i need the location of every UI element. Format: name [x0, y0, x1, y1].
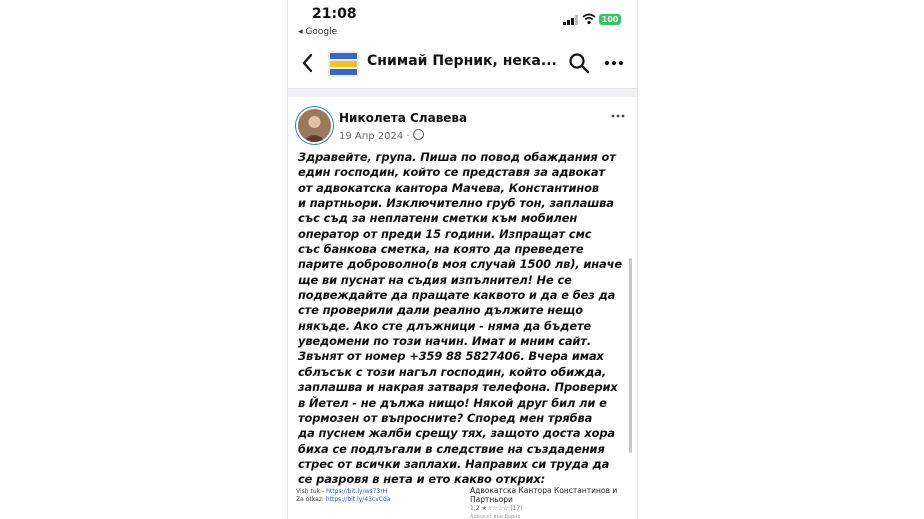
more-icon[interactable]	[603, 52, 625, 74]
attached-listing-preview	[470, 486, 630, 519]
post-text-line: се разровя в нета и ето какво открих:	[298, 472, 546, 487]
group-header	[288, 40, 637, 89]
post-text-line: със съд за неплатени сметки към мобилен	[298, 211, 578, 226]
post-text-line: със банкова сметка, на която да преведете	[298, 242, 584, 257]
sms-link[interactable]: https://bit.ly/43cvCda	[325, 496, 391, 503]
post-text-line: сте проверили дали реално дължите нещо	[298, 303, 583, 318]
attached-sms-preview	[296, 488, 406, 504]
post-text-line: в Йетел - не дължа нищо! Някой друг бил ли е	[298, 395, 607, 410]
post-text-line: оператор от преди 15 години. Изпращат смс	[298, 226, 592, 241]
search-icon[interactable]	[568, 52, 590, 74]
post-date	[339, 129, 424, 142]
post-text-line: да пуснем жалби срещу тях, защото доста хора	[298, 426, 615, 441]
battery-icon: 100	[599, 14, 621, 25]
phone-screen	[288, 0, 637, 519]
listing-title: Адвокатска Кантора Константинов и Партньори	[470, 486, 618, 504]
post-text-line: един господин, който се представя за адвокат	[298, 165, 605, 180]
sms-label: Za otkaz:	[296, 496, 326, 503]
sms-link[interactable]: https://bit.ly/ws73rH	[326, 488, 388, 495]
group-avatar[interactable]	[328, 51, 359, 77]
back-to-google-link[interactable]: ◂ Google	[298, 27, 338, 37]
post-text-line: тормозен от въпросните? Според мен трябва	[298, 410, 593, 425]
globe-icon	[413, 129, 424, 140]
scrollbar[interactable]	[629, 258, 632, 453]
post-text	[298, 150, 626, 488]
feed-separator	[288, 89, 637, 97]
listing-category: Адвокат във Варна	[470, 514, 521, 519]
post-date-text: 19 Апр 2024 ·	[339, 131, 410, 142]
listing-rating: 1,2 ★☆☆☆☆ (17)	[470, 505, 523, 512]
attached-screenshot[interactable]	[288, 484, 637, 519]
author-name[interactable]: Николета Славева	[339, 111, 468, 125]
post-text-line: Здравейте, група. Пиша по повод обаждания от	[298, 150, 616, 164]
post-text-line: стрес от всички заплахи. Направих си труда да	[298, 456, 610, 471]
post-text-line: от адвокатска кантора Мачева, Константинов	[298, 180, 599, 195]
group-title[interactable]: Снимай Перник, нека...	[367, 53, 557, 69]
post-text-line: Звънят от номер +359 88 5827406. Вчера имах	[298, 349, 604, 364]
post-text-line: заплашва и накрая затваря телефона. Проверих	[298, 380, 618, 395]
post-text-line: подвеждайте да пращате каквото и да е без да	[298, 288, 616, 303]
post-text-line: ще ви пуснат на съдия изпълнител! Не се	[298, 272, 572, 287]
clock: 21:08	[312, 6, 357, 22]
post-text-line: биха се подлъгали в следствие на създадения	[298, 441, 605, 456]
wifi-icon	[582, 13, 596, 25]
chevron-left-icon[interactable]	[298, 52, 318, 74]
post-text-line: някъде. Ако сте длъжници - няма да бъдете	[298, 318, 592, 333]
status-bar	[288, 0, 637, 40]
signal-icon	[563, 15, 579, 25]
post-more-icon[interactable]	[610, 111, 626, 121]
author-avatar[interactable]	[298, 109, 331, 142]
post-text-line: сблъсък с този нагъл господин, който обижда,	[298, 364, 607, 379]
post-text-line: и партньори. Изключително груб тон, заплашва	[298, 196, 614, 211]
post-text-line: уведомени по този начин. Имат и мним сайт.	[298, 334, 592, 349]
sms-label: Vish tuk -	[296, 488, 327, 495]
post-text-line: парите доброволно(в моя случай 1500 лв), иначе	[298, 257, 622, 272]
